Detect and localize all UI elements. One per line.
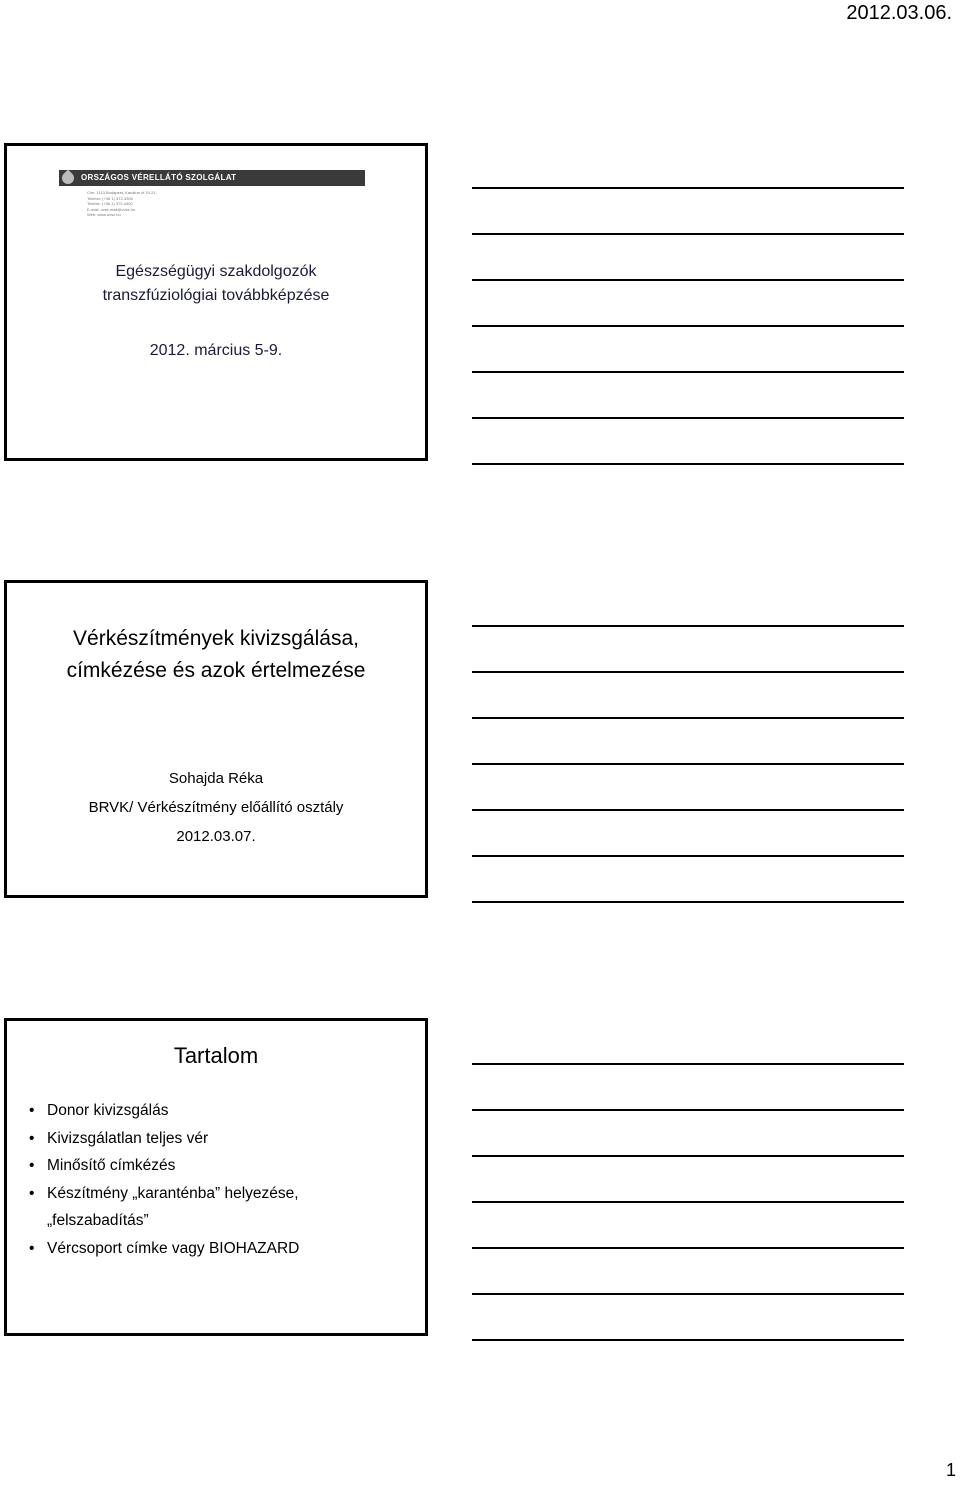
note-line	[472, 1293, 904, 1295]
header-date: 2012.03.06.	[846, 2, 952, 24]
slide-3-title: Tartalom	[173, 1043, 259, 1068]
slide-2	[4, 580, 428, 898]
slide-2-title-line: Vérkészítmények kivizsgálása,	[73, 627, 359, 650]
slide-1-date: 2012. március 5-9.	[149, 342, 283, 359]
slide-1-title	[7, 260, 425, 308]
note-line	[472, 901, 904, 903]
slide-2-date: 2012.03.07.	[176, 828, 256, 845]
affiliation: BRVK/ Vérkészítmény előállító osztály	[88, 799, 344, 816]
slide-2-title-line: címkézése és azok értelmezése	[66, 659, 366, 682]
author-name: Sohajda Réka	[168, 770, 264, 787]
page-number: 1	[945, 1460, 956, 1480]
slide-2-subtitle	[7, 764, 425, 851]
slide-3	[4, 1018, 428, 1336]
note-line	[472, 279, 904, 281]
note-line	[472, 325, 904, 327]
list-item-continuation: „felszabadítás”	[47, 1212, 149, 1229]
note-line	[472, 1155, 904, 1157]
note-line	[472, 717, 904, 719]
note-line	[472, 371, 904, 373]
contact-line: Telefax: (+36 1) 372-4400	[87, 201, 133, 206]
note-line	[472, 233, 904, 235]
contact-line: E-mail: ovsz.mail@ovsz.hu	[87, 206, 136, 212]
contact-block	[87, 190, 157, 218]
list-item: • Vércsoport címke vagy BIOHAZARD	[29, 1235, 299, 1263]
note-line	[472, 763, 904, 765]
note-line	[472, 463, 904, 465]
list-item: • Donor kivizsgálás	[29, 1097, 299, 1125]
slide-2-title	[7, 623, 425, 687]
slide-1-title-line: transzfúziológiai továbbképzése	[102, 287, 330, 304]
contact-line: Telefon: (+36 1) 372-4300	[87, 195, 133, 201]
note-line	[472, 855, 904, 857]
note-line	[472, 1339, 904, 1341]
logo-banner: ORSZÁGOS VÉRELLÁTÓ SZOLGÁLAT	[59, 170, 365, 186]
note-line	[472, 1247, 904, 1249]
note-line	[472, 1109, 904, 1111]
slide-1-title-line: Egészségügyi szakdolgozók	[115, 263, 317, 280]
note-line	[472, 625, 904, 627]
list-item: • Kivizsgálatlan teljes vér	[29, 1125, 299, 1153]
note-line	[472, 187, 904, 189]
note-line	[472, 1201, 904, 1203]
bullet-list	[29, 1097, 299, 1262]
contact-line: Web: www.ovsz.hu	[87, 212, 121, 217]
slide-1	[4, 143, 428, 461]
list-item: • Készítmény „karanténba” helyezése, „felszabadítás”	[29, 1180, 299, 1235]
note-line	[472, 417, 904, 419]
note-line	[472, 1063, 904, 1065]
note-line	[472, 809, 904, 811]
list-item: • Minősítő címkézés	[29, 1152, 299, 1180]
note-line	[472, 671, 904, 673]
contact-line: Cím: 1113 Budapest, Karolina út 19-21.	[87, 190, 157, 195]
